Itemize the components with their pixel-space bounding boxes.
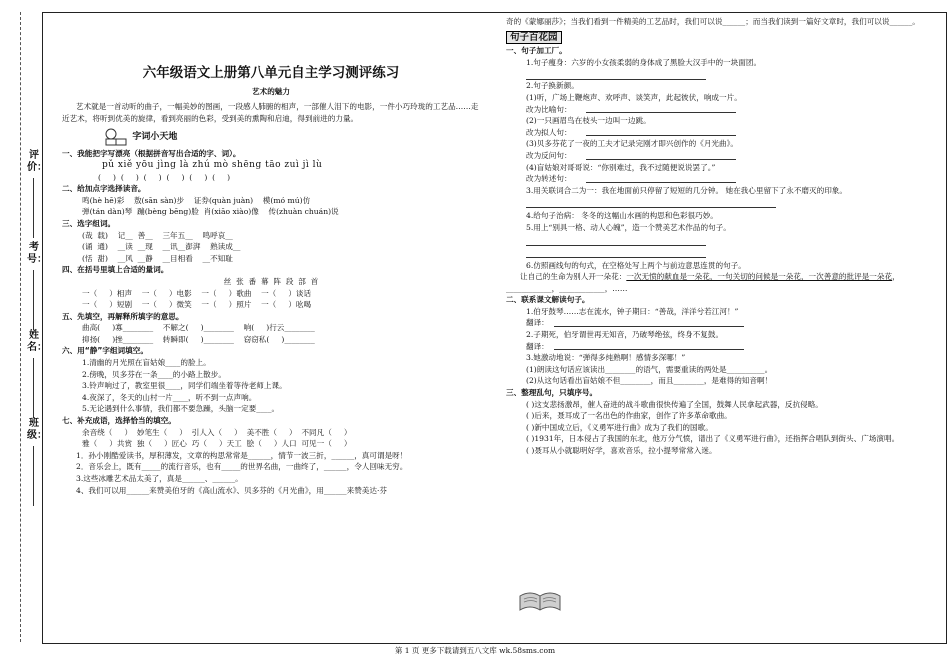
p1-q2-3a: 改为反问句：	[506, 150, 932, 162]
p2-q1a: 翻译：	[506, 317, 932, 329]
side-label-score: 评价：	[27, 150, 41, 238]
s4-row-1: 一（ ）相声 一（ ）电影 一（ ）歌曲 一（ ）谈话	[82, 288, 312, 298]
p1-q6-text: 让自己的生命为别人开一朵花：一次无愤的献血是一朵花，一句关切的问候是一朵花，一次善意的批评是一朵花，____________，____________，……	[506, 272, 900, 293]
s5-row-1: 曲高( )寡________ 不解之( )________ 响( )行云________	[82, 323, 315, 333]
open-book-icon	[518, 588, 562, 614]
section-words-header: 字词小天地	[62, 128, 480, 146]
continued-text: 奇的《蒙娜丽莎》；当我们看到一件精美的工艺品时，我们可以说______；而当我们读到一篇好文章时，我们可以说______。	[506, 17, 920, 26]
s3-title: 三、选字组词。	[62, 218, 116, 228]
right-column	[506, 16, 932, 457]
p2-title: 二、联系课文解读句子。	[506, 295, 590, 305]
s6-item: 3.铃声响过了，教室里很____，同学们端坐着等待老师上课。	[82, 381, 287, 391]
s7-question: 2．音乐会上，既有_____的流行音乐，也有_____的世界名曲，一曲终了，______，令人回味无穷。	[76, 462, 408, 472]
answer-line	[526, 246, 706, 258]
answer-line	[526, 196, 776, 208]
s6-item: 1.清幽的月光照在盲姑娘____的脸上。	[82, 358, 211, 368]
s3-row-1: (哉 载) 记__ 善__ 三年五__ 鸣呼哀__	[82, 230, 233, 240]
s4-title: 四、在括号里填上合适的量词。	[62, 265, 169, 275]
p1-q5: 5.用上“别具一格、动人心魄”，造一个赞美艺术作品的句子。	[526, 222, 731, 232]
s1-title: 一、我能把字写漂亮（根据拼音写出合适的字、词）。	[62, 149, 241, 159]
left-column	[62, 16, 480, 496]
p1-q6: 6.仿照画线句的句式，在空格处写上两个与前边意思连贯的句子。	[526, 260, 746, 270]
s7-question: 1．孙小刚酷爱读书，厚积薄发，文章的构思常常是______，情节一波三折，______，真可谓是呀！	[76, 450, 408, 460]
p1-q2-4: (4)盲姑娘对哥哥说：“你别难过，我不过随便说说罢了。”	[526, 162, 716, 172]
intro-paragraph: 艺术就是一首动听的曲子，一幅美妙的图画，一段感人肺腑的相声，一部催人泪下的电影，一件小巧玲珑的工艺品……走近艺术，将听到优美的旋律，看到亮丽的色彩，受到美的熏陶和启迪，得到前进的力量。	[62, 102, 479, 123]
p1-q2-1a: 改为比喻句：	[506, 104, 932, 116]
p1-q4: 4.给句子治病： 冬冬的这幅山水画的构思和色彩很巧妙。	[526, 211, 718, 221]
p1-q2-4a: 改为转述句：	[506, 173, 932, 185]
s2-row-1: 鸣(hè hē)彩 敖(sān sàn)步 证券(quàn juàn) 模(mó mú)仿	[82, 195, 311, 205]
s3-row-2: (诵 通) __读 __现 __讯__澎湃 熟读成__	[82, 242, 241, 252]
p3-item: ( )新中国成立后，《义勇军进行曲》成为了我们的国歌。	[526, 422, 713, 432]
answer-line	[526, 234, 706, 246]
p2-q2: 2.子期死，伯牙谓世再无知音，乃破琴绝弦，终身不复鼓。	[526, 330, 724, 340]
answer-line	[526, 68, 706, 80]
s6-title: 六、用“静”字组词填空。	[62, 346, 148, 356]
p1-q2-1: (1)听，广场上鞭炮声、欢呼声、谈笑声，此起彼伏，响成一片。	[526, 92, 742, 102]
p1-q2-3: (3)贝多芬花了一夜的工夫才记录完刚才即兴创作的《月光曲》。	[526, 139, 738, 149]
p1-q3: 3.用关联词合二为一：我在地面前只停留了短短的几分钟。 她在我心里留下了永不磨灭的印象。	[526, 185, 847, 195]
s7-row-1: 余音绕（ ） 妙笔生（ ） 引人入（ ） 美不胜（ ） 不同凡（ ）	[82, 427, 352, 437]
s4-word-bank: 丝 张 番 幕 阵 段 部 首	[223, 276, 319, 286]
s7-question: 4、我们可以用______来赞美伯牙的《高山流水》、贝多芬的《月光曲》，用______来赞美达·芬	[76, 485, 387, 495]
s7-row-2: 雅（ ）共赏 独（ ）匠心 巧（ ）天工 脍（ ）人口 可见一（ ）	[82, 439, 352, 449]
page-title: 六年级语文上册第八单元自主学习测评练习	[142, 65, 400, 81]
p2-q2a: 翻译：	[506, 341, 932, 353]
fold-line	[20, 12, 21, 642]
p2-q3-1: (1)朗读这句话应该读出________的语气，需要重读的两处是__________。	[526, 364, 773, 374]
s1-pinyin: pǔ xiě yōu jìng là zhú mò shēng tāo zuì jì lù	[102, 159, 323, 170]
cartoon-reader-icon	[102, 128, 130, 146]
s7-title: 七、补充成语，选择恰当的填空。	[62, 416, 176, 426]
s1-blanks: ( ) ( ) ( ) ( ) ( ) ( )	[98, 172, 231, 182]
p3-item: ( )聂耳从小就聪明好学，喜欢音乐，拉小提琴常常入迷。	[526, 446, 717, 455]
s5-row-2: 抑扬( )挫________ 转瞬即( )________ 窃窃私( )________	[82, 334, 315, 344]
s2-row-2: 弹(tán dàn)琴 蹦(bèng bēng)脸 肖(xiāo xiào)像 传(zhuàn chuán)说	[82, 207, 339, 217]
s3-row-3: (恬 甜) __风 __静 __目相看 __不知耻	[82, 253, 233, 263]
p1-title: 一、句子加工厂。	[506, 46, 567, 56]
side-label-name: 姓名：	[27, 330, 41, 418]
s2-title: 二、给加点字选择读音。	[62, 184, 146, 194]
p3-item: ( )1931年，日本侵占了我国的东北，他万分气愤，谱出了《义勇军进行曲》，还指挥合唱队到街头、广场演唱。	[526, 434, 900, 444]
s4-row-2: 一（ ）短剧 一（ ）微笑 一（ ）照片 一（ ）吆喝	[82, 300, 312, 310]
p2-q1: 1.伯牙鼓琴……志在流水，钟子期曰：“善哉，洋洋兮若江河！”	[526, 306, 739, 316]
page-subtitle: 艺术的魅力	[252, 86, 290, 96]
s7-question: 3.这些冰雕艺术品太美了，真是______、______。	[76, 474, 243, 483]
p1-q2: 2.句子换新颜。	[526, 81, 579, 91]
p2-q3: 3.她激动地说：“弹得多纯熟啊！感情多深哪！”	[526, 353, 686, 363]
s6-item: 4.夜深了，冬天的山村一片____，听不到一点声响。	[82, 392, 257, 402]
side-label-number: 考号：	[27, 242, 41, 330]
side-label-class: 班级：	[27, 418, 41, 506]
p2-q3-2: (2)从这句话看出盲姑娘不但________，而且________，是难得的知音啊！	[526, 376, 773, 386]
p1-q2-2a: 改为拟人句：	[506, 127, 932, 139]
s5-title: 五、先填空，再解释所填字的意思。	[62, 311, 184, 321]
p3-item: ( )后来，聂耳成了一名出色的作曲家，创作了许多革命歌曲。	[526, 411, 732, 421]
page-footer: 第 1 页 更多下载请到五八文库 wk.58sms.com	[394, 646, 556, 655]
s6-item: 5.无论遇到什么事情，我们都不要急躁，头脑一定要____。	[82, 404, 280, 414]
s6-item: 2.傍晚，贝多芬在一条____的小路上散步。	[82, 369, 226, 379]
section-sentences-badge: 句子百花园	[506, 31, 562, 45]
p3-title: 三、整理乱句，只填序号。	[506, 388, 598, 398]
p1-q1: 1.句子瘦身：六岁的小女孩柔弱的身体成了黑脸大汉手中的一块面团。	[526, 57, 762, 67]
p1-q2-2: (2)一只画眉鸟在枝头一边叫一边跳。	[526, 116, 651, 126]
p3-item: ( )这支悲扬激昂，催人奋进的战斗歌曲很快传遍了全国，鼓舞人民拿起武器，反抗侵略。	[526, 399, 823, 409]
